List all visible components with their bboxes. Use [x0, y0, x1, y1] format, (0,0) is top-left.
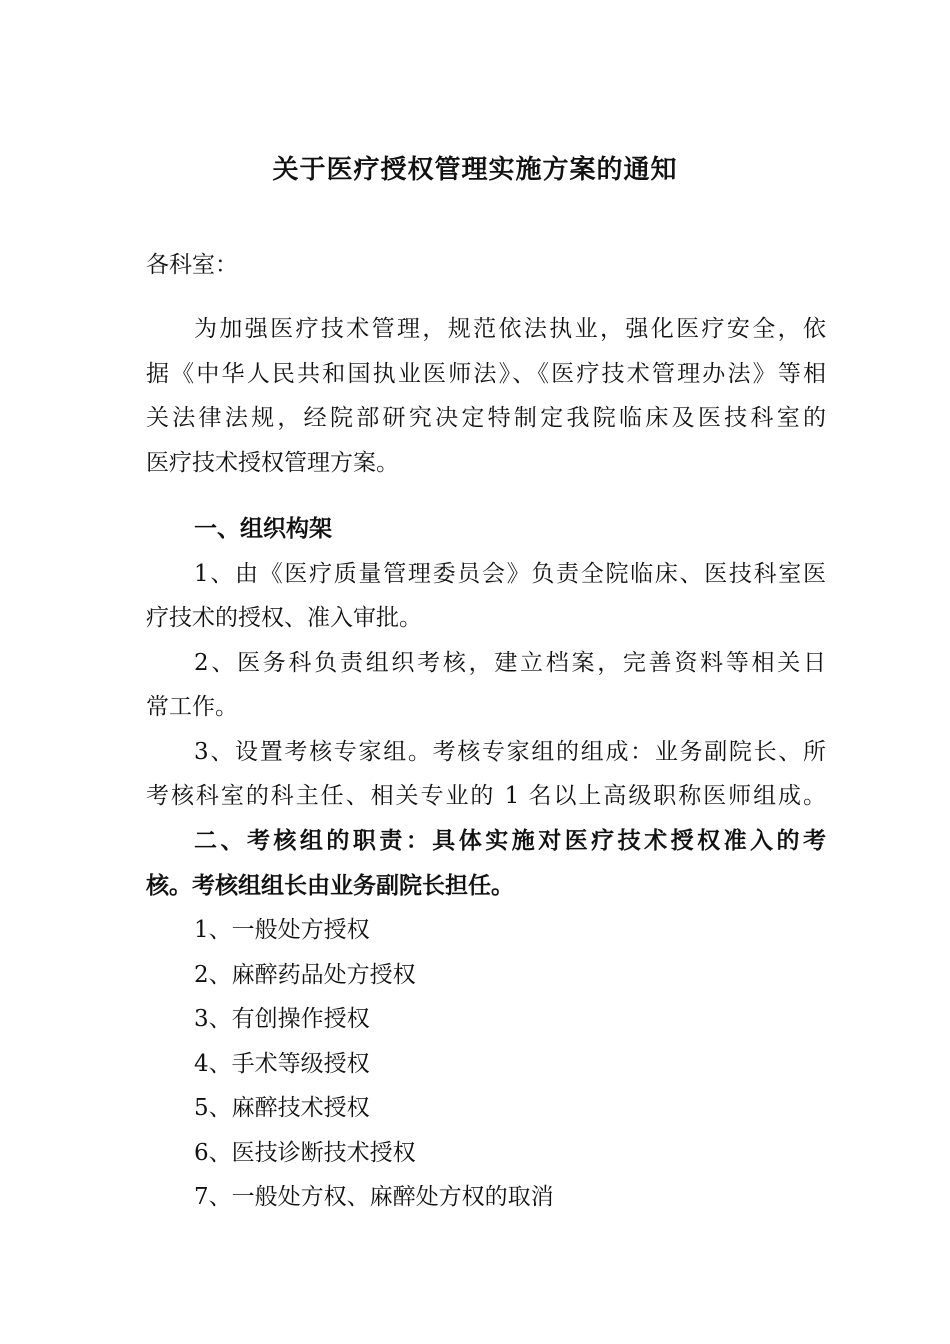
section1-item2-line-2: 常工作。 [146, 694, 238, 720]
intro-line-4: 医疗技术授权管理方案。 [146, 450, 399, 476]
salutation: 各科室： [146, 252, 238, 278]
section1-item1-line-2: 疗技术的授权、准入审批。 [146, 605, 422, 631]
section2-list-item-3: 3、有创操作授权 [194, 1006, 370, 1032]
section1-item2-line-1: 2、医务科负责组织考核，建立档案，完善资料等相关日 [194, 650, 826, 676]
section2-list-item-5: 5、麻醉技术授权 [194, 1095, 370, 1121]
section2-heading-line-1: 二、考核组的职责：具体实施对医疗技术授权准入的考 [194, 827, 826, 854]
section2-list-item-7: 7、一般处方权、麻醉处方权的取消 [194, 1184, 554, 1210]
section1-item3-line-2: 考核科室的科主任、相关专业的 1 名以上高级职称医师组成。 [146, 783, 826, 809]
intro-line-1: 为加强医疗技术管理，规范依法执业，强化医疗安全，依 [194, 316, 826, 342]
section2-heading-line-2: 核。考核组组长由业务副院长担任。 [146, 872, 514, 899]
intro-line-2: 据《中华人民共和国执业医师法》、《医疗技术管理办法》等相 [146, 361, 826, 387]
intro-line-3: 关法律法规，经院部研究决定特制定我院临床及医技科室的 [146, 405, 826, 431]
section1-item3-line-1: 3、设置考核专家组。考核专家组的组成：业务副院长、所 [194, 739, 826, 765]
section1-item1-line-1: 1、由《医疗质量管理委员会》负责全院临床、医技科室医 [194, 561, 826, 587]
document-title: 关于医疗授权管理实施方案的通知 [272, 155, 678, 185]
section2-list-item-6: 6、医技诊断技术授权 [194, 1140, 416, 1166]
section1-heading: 一、组织构架 [194, 515, 332, 542]
section2-list-item-1: 1、一般处方授权 [194, 917, 370, 943]
section2-list-item-2: 2、麻醉药品处方授权 [194, 962, 416, 988]
section2-list-item-4: 4、手术等级授权 [194, 1051, 370, 1077]
